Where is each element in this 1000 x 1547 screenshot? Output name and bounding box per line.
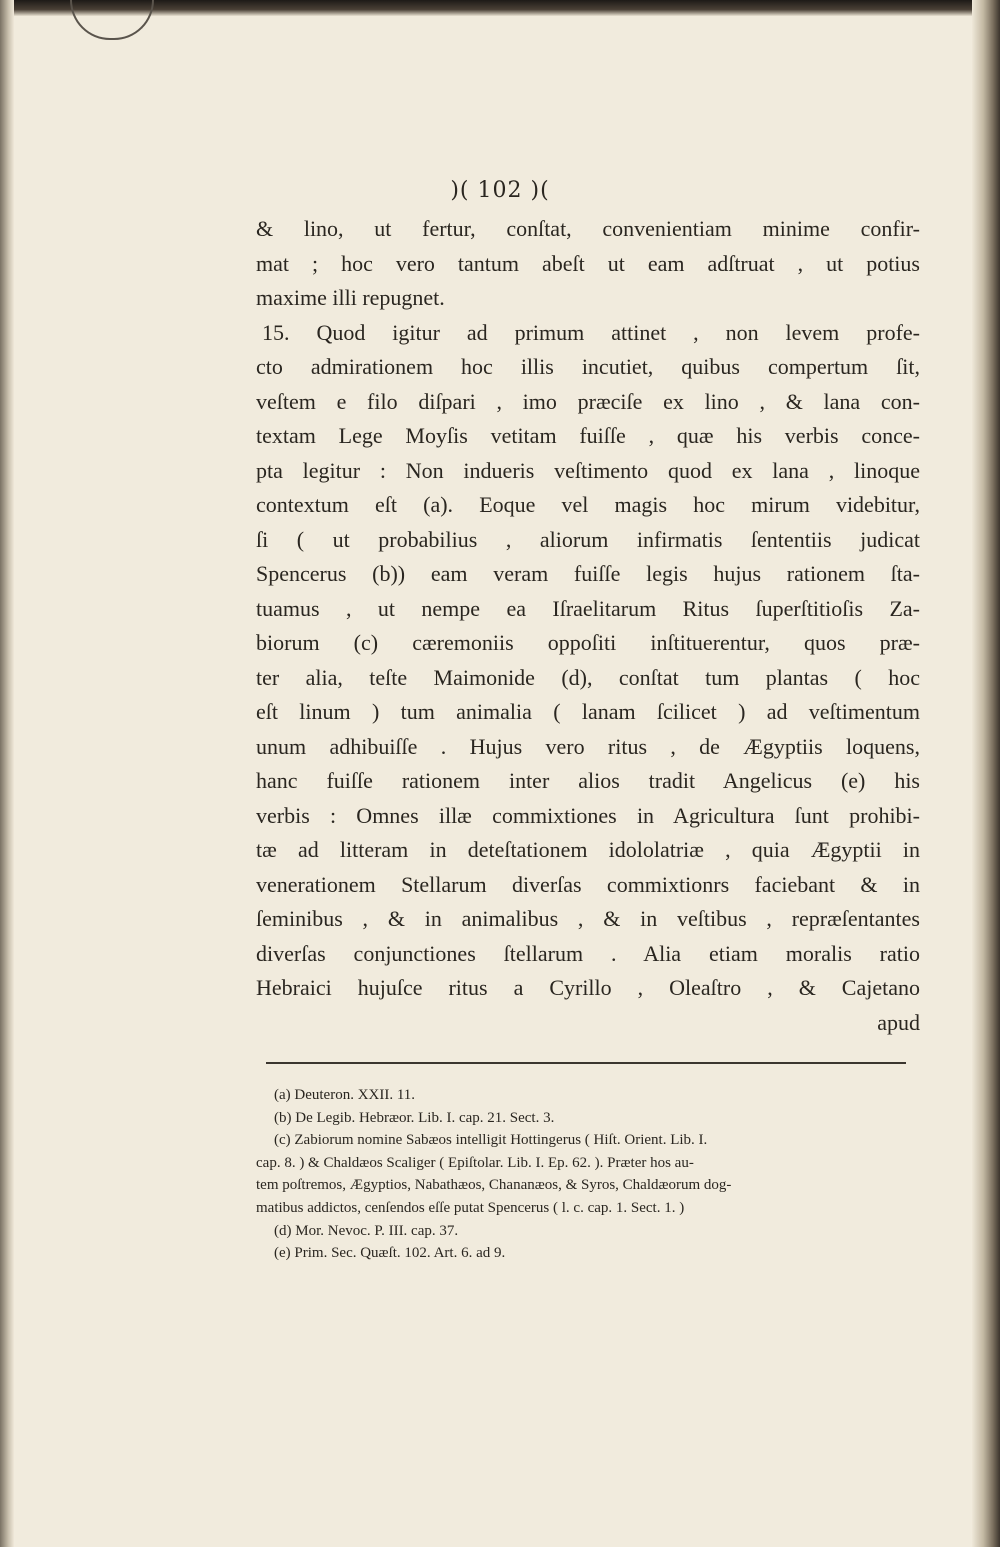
body-line: 15. Quod igitur ad primum attinet , non levem profe- [262, 319, 920, 345]
page-number-header: )( 102 )( [450, 178, 550, 203]
body-line: veſtem e filo diſpari , imo præciſe ex lino , & lana con- [256, 388, 920, 414]
footnote-e: (e) Prim. Sec. Quæſt. 102. Art. 6. ad 9. [274, 1245, 506, 1262]
footnote-d: (d) Mor. Nevoc. P. III. cap. 37. [274, 1222, 459, 1239]
footnotes [256, 1084, 936, 1265]
body-line: pta legitur : Non indueris veſtimento quod ex lana , linoque [256, 457, 920, 483]
footnote-divider [266, 1062, 906, 1064]
body-line: venerationem Stellarum diverſas commixtionrs faciebant & in [256, 871, 920, 897]
body-line: eſt linum ) tum animalia ( lanam ſcilicet ) ad veſtimentum [256, 699, 920, 724]
body-line: hanc fuiſſe rationem inter alios tradit Angelicus (e) his [256, 768, 920, 793]
body-line: ſi ( ut probabilius , aliorum infirmatis ſententiis judicat [256, 526, 920, 552]
catchword: apud [877, 1009, 920, 1035]
body-line: cto admirationem hoc illis incutiet, quibus compertum ſit, [256, 354, 920, 379]
body-line: ſeminibus , & in animalibus , & in veſtibus , repræſentantes [256, 906, 920, 931]
body-line: & lino, ut fertur, conſtat, convenientiam minime confir- [256, 216, 920, 241]
footnote-b: (b) De Legib. Hebræor. Lib. I. cap. 21. Sect. 3. [274, 1109, 555, 1126]
body-line: tæ ad litteram in deteſtationem idololatriæ , quia Ægyptii in [256, 837, 920, 862]
body-line: ter alia, teſte Maimonide (d), conſtat tum plantas ( hoc [256, 664, 920, 690]
body-line: Spencerus (b)) eam veram fuiſſe legis hujus rationem ſta- [256, 561, 920, 586]
page-left-edge [0, 0, 14, 1547]
footnote-c-continued: tem poſtremos, Ægyptios, Nabathæos, Chananæos, & Syros, Chaldæorum dog- [256, 1177, 732, 1194]
footnote-c: (c) Zabiorum nomine Sabæos intelligit Hottingerus ( Hiſt. Orient. Lib. I. [274, 1132, 708, 1149]
body-line: mat ; hoc vero tantum abeſt ut eam adſtruat , ut potius [256, 250, 920, 276]
body-line: unum adhibuiſſe . Hujus vero ritus , de Ægyptiis loquens, [256, 733, 920, 759]
page-right-edge [972, 0, 1000, 1547]
body-line: diverſas conjunctiones ſtellarum . Alia etiam moralis ratio [256, 940, 920, 966]
footnote-c-continued: matibus addictos, cenſendos eſſe putat Spencerus ( l. c. cap. 1. Sect. 1. ) [256, 1199, 685, 1216]
body-line: tuamus , ut nempe ea Iſraelitarum Ritus ſuperſtitioſis Za- [256, 595, 920, 621]
body-line: Hebraici hujuſce ritus a Cyrillo , Oleaſtro , & Cajetano [256, 975, 920, 1000]
body-text [256, 212, 920, 1040]
body-line: textam Lege Moyſis vetitam fuiſſe , quæ his verbis conce- [256, 423, 920, 448]
body-line: verbis : Omnes illæ commixtiones in Agricultura ſunt prohibi- [256, 802, 920, 828]
body-line: contextum eſt (a). Eoque vel magis hoc mirum videbitur, [256, 492, 920, 517]
body-line: maxime illi repugnet. [256, 285, 445, 310]
footnote-a: (a) Deuteron. XXII. 11. [274, 1087, 416, 1103]
body-line: biorum (c) cæremoniis oppoſiti inſtituerentur, quos præ- [256, 630, 920, 655]
footnote-c-continued: cap. 8. ) & Chaldæos Scaliger ( Epiſtolar. Lib. I. Ep. 62. ). Præter hos au- [256, 1154, 694, 1171]
